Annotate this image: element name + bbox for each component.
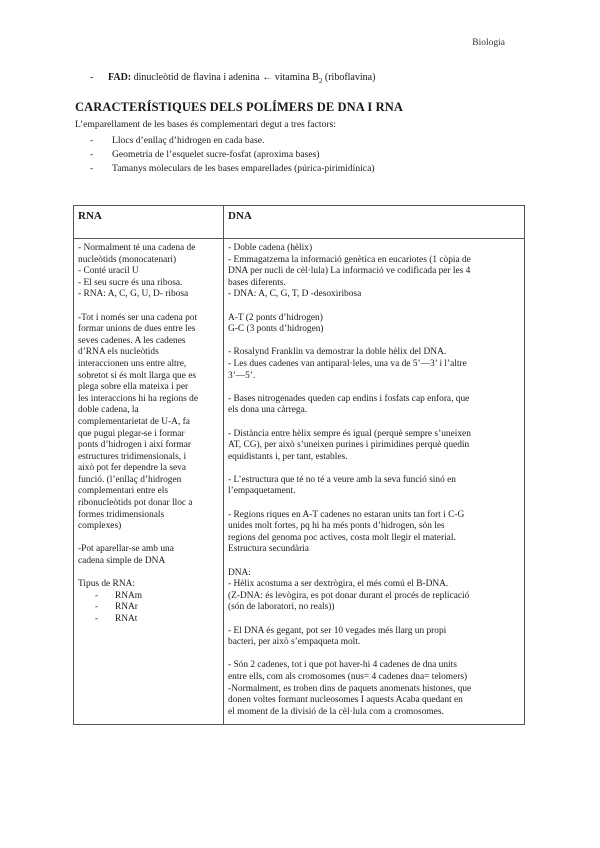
dna-line: el moment de la divisió de la cèl·lula com a cromosomes. bbox=[228, 706, 444, 717]
rna-line: sobretot si és molt llarga que es bbox=[78, 370, 197, 381]
dna-block bbox=[228, 394, 520, 417]
dna-line: 3’—5’. bbox=[228, 370, 256, 381]
rna-line: interaccionen uns entre altre, bbox=[78, 358, 187, 369]
factors-list bbox=[90, 134, 375, 175]
list-item: - Tamanys moleculars de les bases emparellades (púrica-pirimidínica) bbox=[90, 162, 375, 174]
dna-line: bacteri, per això s’empaqueta molt. bbox=[228, 637, 361, 648]
rna-types-block bbox=[78, 579, 219, 625]
dna-line: - Regions riques en A-T cadenes no estaran units tan fort i C-G bbox=[228, 509, 465, 520]
rna-line: seves cadenes. A les cadenes bbox=[78, 335, 186, 346]
dna-line: Estructura secundària bbox=[228, 544, 309, 555]
header-dna: DNA bbox=[224, 206, 525, 239]
fad-text bbox=[108, 72, 375, 85]
rna-line: les interaccions hi ha regions de bbox=[78, 393, 199, 404]
rna-line: doble cadena, la bbox=[78, 405, 139, 416]
dna-line: entre ells, com als cromosomes (nus= 4 cadenes dna= telomers) bbox=[228, 671, 468, 682]
fad-suffix: (riboflavina) bbox=[322, 72, 376, 83]
dna-line: regions del genoma poc actives, costa molt llegir el material. bbox=[228, 532, 456, 543]
dna-line: - Són 2 cadenes, tot i que pot haver-hi 4 cadenes de dna units bbox=[228, 660, 457, 671]
header-subject: Biologia bbox=[472, 38, 505, 48]
rna-line: formar unions de dues entre les bbox=[78, 324, 196, 335]
fad-label: FAD: bbox=[108, 72, 132, 83]
rna-block bbox=[78, 243, 219, 301]
dna-block bbox=[228, 313, 520, 336]
dna-block bbox=[228, 347, 520, 382]
rna-line: - Conté uracil U bbox=[78, 266, 139, 277]
dna-line: DNA per nucli de cèl·lula) La informació ve codificada per les 4 bbox=[228, 266, 471, 277]
dna-line: equidistants i, per tant, estables. bbox=[228, 451, 348, 462]
comparison-table bbox=[73, 205, 525, 725]
dna-line: - El DNA és gegant, pot ser 10 vegades més llarg un propi bbox=[228, 625, 447, 636]
rna-line: -Tot i només ser una cadena pot bbox=[78, 312, 198, 323]
table-header-row bbox=[74, 206, 525, 239]
rna-line: nucleòtids (monocatenari) bbox=[78, 254, 177, 265]
dna-line: - Les dues cadenes van antiparal·leles, una va de 5’—3’ i l’altre bbox=[228, 358, 467, 369]
dna-block bbox=[228, 243, 520, 301]
dna-line: l’empaquetament. bbox=[228, 486, 296, 497]
rna-line: complementari entre els bbox=[78, 486, 169, 497]
dna-block bbox=[228, 660, 520, 718]
rna-block bbox=[78, 544, 219, 567]
list-item: - RNAr bbox=[95, 602, 138, 613]
list-item: - Geometria de l’esquelet sucre-fosfat (aproxima bases) bbox=[90, 148, 320, 160]
rna-line: cadena simple de DNA bbox=[78, 556, 166, 567]
rna-line: complexes) bbox=[78, 521, 122, 532]
table-row bbox=[74, 239, 525, 725]
rna-line: formes tridimensionals bbox=[78, 509, 165, 520]
rna-line: plega sobre ella mateixa i per bbox=[78, 382, 189, 393]
dna-line: - Distància entre hèlix sempre és igual (perquè sempre s’uneixen bbox=[228, 428, 471, 439]
fad-description: dinucleòtid de flavina i adenina ← vitamina B bbox=[133, 72, 319, 83]
dna-line: - DNA: A, C, G, T, D -desoxiribosa bbox=[228, 289, 362, 300]
section-intro: L’emparellament de les bases és complementari degut a tres factors: bbox=[75, 119, 336, 130]
list-item: - RNAm bbox=[95, 590, 143, 601]
rna-line: - RNA: A, C, G, U, D- ribosa bbox=[78, 289, 189, 300]
dna-line: DNA: bbox=[228, 567, 251, 578]
rna-types-title: Tipus de RNA: bbox=[78, 579, 135, 590]
dna-line: unides molt fortes, pq hi ha més ponts d’hidrogen, són les bbox=[228, 521, 445, 532]
list-item: - Llocs d’enllaç d’hidrogen en cada base. bbox=[90, 135, 265, 146]
dna-line: AT, CG), per això s’uneixen purines i pirimidines perquè quedin bbox=[228, 440, 470, 451]
section-title: CARACTERÍSTIQUES DELS POLÍMERS DE DNA I RNA bbox=[75, 100, 403, 114]
rna-line: que pugui plegar-se i formar bbox=[78, 428, 185, 439]
dna-line: G-C (3 ponts d’hidrogen) bbox=[228, 324, 324, 335]
dna-line: - Rosalynd Franklin va demostrar la doble hèlix del DNA. bbox=[228, 347, 447, 358]
dna-line: - Bases nitrogenades queden cap endins i fosfats cap enfora, que bbox=[228, 393, 470, 404]
dna-block bbox=[228, 568, 520, 614]
dna-block bbox=[228, 626, 520, 649]
dna-cell bbox=[224, 239, 525, 725]
dna-line: (Z-DNA: és levògira, es pot donar durant el procés de replicació bbox=[228, 590, 470, 601]
dna-line: donen voltes formant nucleosomes I aquests Acaba quedant en bbox=[228, 695, 463, 706]
rna-cell bbox=[74, 239, 224, 725]
fad-subscript: 2 bbox=[318, 77, 323, 85]
header-rna: RNA bbox=[74, 206, 224, 239]
rna-line: ribonucleòtids pot donar lloc a bbox=[78, 498, 193, 509]
dna-line: - Hèlix acostuma a ser dextrògira, el més comú el B-DNA. bbox=[228, 579, 449, 590]
dna-block bbox=[228, 475, 520, 498]
list-item: - RNAt bbox=[95, 614, 138, 624]
bullet-dash-icon: - bbox=[90, 72, 94, 83]
rna-block bbox=[78, 313, 219, 533]
rna-line: ponts d’hidrogen i així formar bbox=[78, 440, 191, 451]
rna-line: estructures tridimensionals, i bbox=[78, 451, 187, 462]
rna-line: d’RNA els nucleòtids bbox=[78, 347, 159, 358]
dna-line: els dona una càrrega. bbox=[228, 405, 308, 416]
rna-line: funció. (l’enllaç d’hidrogen bbox=[78, 474, 182, 485]
rna-line: complementarietat de U-A, fa bbox=[78, 416, 190, 427]
dna-block bbox=[228, 429, 520, 464]
dna-line: A-T (2 ponts d’hidrogen) bbox=[228, 312, 323, 323]
rna-line: això pot fer dependre la seva bbox=[78, 463, 187, 474]
dna-line: (són de laboratori, no reals)) bbox=[228, 602, 335, 613]
dna-line: -Normalment, es troben dins de paquets anomenats histones, que bbox=[228, 683, 472, 694]
rna-line: - Normalment té una cadena de bbox=[78, 243, 196, 253]
dna-line: - L’estructura que té no té a veure amb la seva funció sinó en bbox=[228, 474, 456, 485]
dna-line: bases diferents. bbox=[228, 277, 286, 288]
dna-block bbox=[228, 510, 520, 556]
rna-line: -Pot aparellar-se amb una bbox=[78, 544, 174, 555]
dna-line: - Doble cadena (hèlix) bbox=[228, 243, 313, 253]
rna-types-list bbox=[78, 591, 219, 626]
rna-line: - El seu sucre és una ribosa. bbox=[78, 277, 183, 288]
dna-line: - Emmagatzema la informació genètica en eucariotes (1 còpia de bbox=[228, 254, 471, 265]
